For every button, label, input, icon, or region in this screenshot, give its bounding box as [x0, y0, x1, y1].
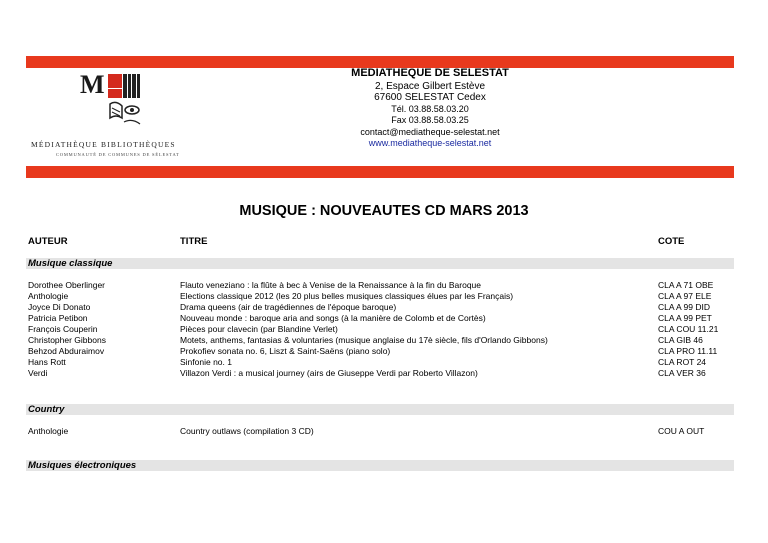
logo-name: MÉDIATHÈQUE BIBLIOTHÈQUES: [31, 140, 176, 149]
cote-column: [658, 280, 718, 379]
section-musique-classique: [26, 258, 734, 269]
cote-cell: CLA A 97 ELE: [658, 291, 712, 301]
section-title: Musique classique: [28, 258, 113, 269]
author-cell: Anthologie: [28, 426, 69, 436]
author-column: [28, 280, 106, 379]
title-column: [180, 426, 314, 437]
library-name: MEDIATHEQUE DE SELESTAT: [351, 67, 509, 79]
author-cell: Behzod Abduraimov: [28, 346, 105, 356]
section-country: [26, 404, 734, 415]
author-column: [28, 426, 68, 437]
title-cell: Drama queens (air de tragédiennes de l'époque baroque): [180, 302, 397, 312]
title-cell: Country outlaws (compilation 3 CD): [180, 426, 314, 436]
author-cell: Dorothee Oberlinger: [28, 280, 106, 290]
cote-column: [658, 426, 704, 437]
title-cell: Pièces pour clavecin (par Blandine Verlet): [180, 324, 338, 334]
column-header-title: TITRE: [180, 236, 208, 247]
address-line-1: 2, Espace Gilbert Estève: [374, 80, 486, 92]
column-header-cote: COTE: [658, 236, 685, 247]
mediatheque-logo: [26, 72, 196, 162]
cote-cell: CLA PRO 11.11: [658, 346, 718, 356]
title-column: [180, 280, 548, 379]
cote-cell: CLA A 99 PET: [658, 313, 712, 323]
author-cell: François Couperin: [28, 324, 98, 334]
address-line-2: 67600 SELESTAT Cedex: [374, 92, 486, 103]
website-link[interactable]: www.mediatheque-selestat.net: [368, 138, 492, 148]
author-cell: Joyce Di Donato: [28, 302, 91, 312]
author-cell: Patricia Petibon: [28, 313, 88, 323]
title-cell: Nouveau monde : baroque aria and songs (à la manière de Colomb et de Cortès): [180, 313, 486, 323]
cote-cell: CLA ROT 24: [658, 357, 707, 367]
logo-artwork-icon: [108, 74, 142, 132]
cote-cell: CLA GIB 46: [658, 335, 703, 345]
section-title: Country: [28, 404, 65, 415]
document-title: MUSIQUE : NOUVEAUTES CD MARS 2013: [239, 203, 529, 219]
section-title: Musiques électroniques: [28, 460, 137, 471]
title-cell: Prokofiev sonata no. 6, Liszt & Saint-Saëns (piano solo): [180, 346, 391, 356]
title-cell: Elections classique 2012 (les 20 plus belles musiques classiques élues par les Français): [180, 291, 514, 301]
header-bottom-bar: [26, 166, 734, 178]
title-cell: Motets, anthems, fantasias & voluntaries (musique anglaise du 17è siècle, fils d'Orlando Gibbons): [180, 335, 548, 345]
title-cell: Sinfonie no. 1: [180, 357, 232, 367]
author-cell: Verdi: [28, 368, 48, 378]
column-header-author: AUTEUR: [28, 236, 68, 247]
cote-cell: CLA VER 36: [658, 368, 706, 378]
author-cell: Hans Rott: [28, 357, 66, 367]
logo-subtitle: COMMUNAUTÉ DE COMMUNES DE SÉLESTAT: [56, 152, 180, 157]
phone-number: Tél. 03.88.58.03.20: [391, 103, 469, 114]
cote-cell: COU A OUT: [658, 426, 705, 436]
cote-cell: CLA A 71 OBE: [658, 280, 714, 290]
logo-letter: M: [80, 70, 105, 99]
section-musiques-electroniques: [26, 460, 734, 471]
author-cell: Christopher Gibbons: [28, 335, 106, 345]
fax-number: Fax 03.88.58.03.25: [391, 115, 469, 125]
cote-cell: CLA A 99 DID: [658, 302, 710, 312]
title-cell: Flauto veneziano : la flûte à bec à Venise de la Renaissance à la fin du Baroque: [180, 280, 482, 290]
title-cell: Villazon Verdi : a musical journey (airs de Giuseppe Verdi par Roberto Villazon): [180, 368, 478, 378]
email-address[interactable]: contact@mediatheque-selestat.net: [360, 126, 500, 137]
library-contact-block: [300, 68, 560, 150]
cote-cell: CLA COU 11.21: [658, 324, 719, 334]
author-cell: Anthologie: [28, 291, 69, 301]
